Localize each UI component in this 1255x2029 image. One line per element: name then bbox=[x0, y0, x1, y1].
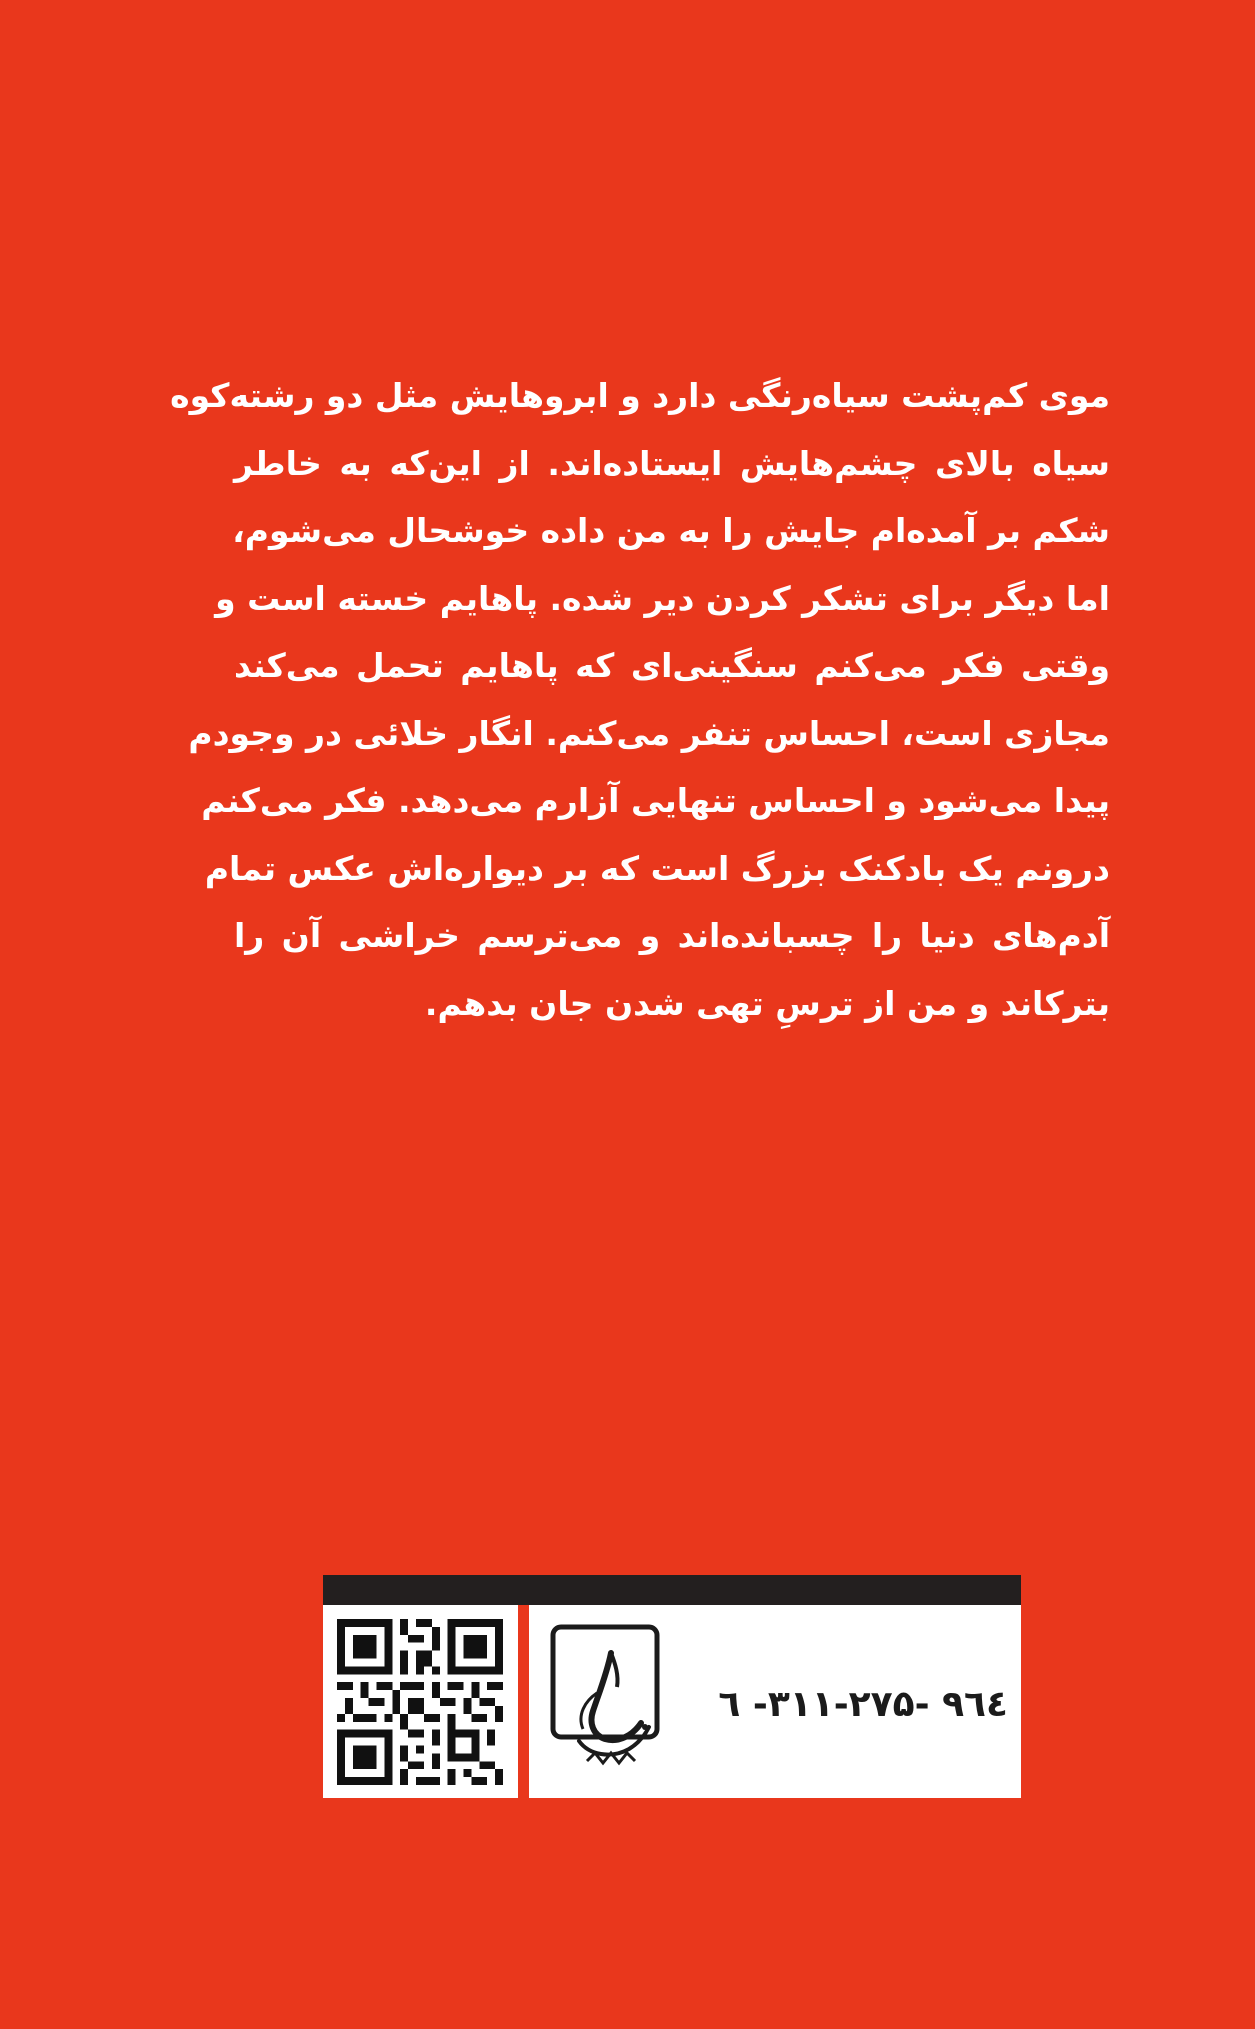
blurb-text bbox=[170, 362, 1110, 1037]
blurb-line: مجازی است، احساس تنفر می‌کنم. انگار خلائی در وجودم bbox=[188, 713, 1110, 753]
blurb-line: سیاه بالای چشم‌هایش ایستاده‌اند. از این‌که به خاطر bbox=[234, 443, 1110, 483]
qr-code-icon bbox=[337, 1619, 503, 1785]
blurb-line: وقتی فکر می‌کنم سنگینی‌ای که پاهایم تحمل می‌کند bbox=[234, 646, 1110, 685]
blurb-line: درونم یک بادکنک بزرگ است که بر دیواره‌اش عکس تمام bbox=[204, 848, 1110, 888]
isbn-panel-top-bar bbox=[323, 1575, 1021, 1605]
isbn-panel bbox=[323, 1575, 1021, 1798]
blurb-line: اما دیگر برای تشکر کردن دیر شده. پاهایم خسته است و bbox=[215, 578, 1110, 618]
blurb-line: بترکاند و من از ترسِ تهی شدن جان بدهم. bbox=[424, 983, 1110, 1023]
phoenix-publisher-logo-icon bbox=[549, 1623, 661, 1783]
isbn-number: ۹٦٤ -۳۱۱-۲۷۵- ٦ bbox=[718, 1684, 1008, 1725]
blurb-line: آدم‌های دنیا را چسبانده‌اند و می‌ترسم خراشی آن را bbox=[234, 916, 1110, 955]
blurb-line: پیدا می‌شود و احساس تنهایی آزارم می‌دهد. فکر می‌کنم bbox=[201, 781, 1110, 820]
blurb-line: موی کم‌پشت سیاه‌رنگی دارد و ابروهایش مثل دو رشته‌کوه bbox=[170, 376, 1110, 415]
isbn-panel-divider bbox=[518, 1605, 529, 1798]
blurb-line: شکم بر آمده‌ام جایش را به من داده خوشحال می‌شوم، bbox=[232, 511, 1110, 550]
